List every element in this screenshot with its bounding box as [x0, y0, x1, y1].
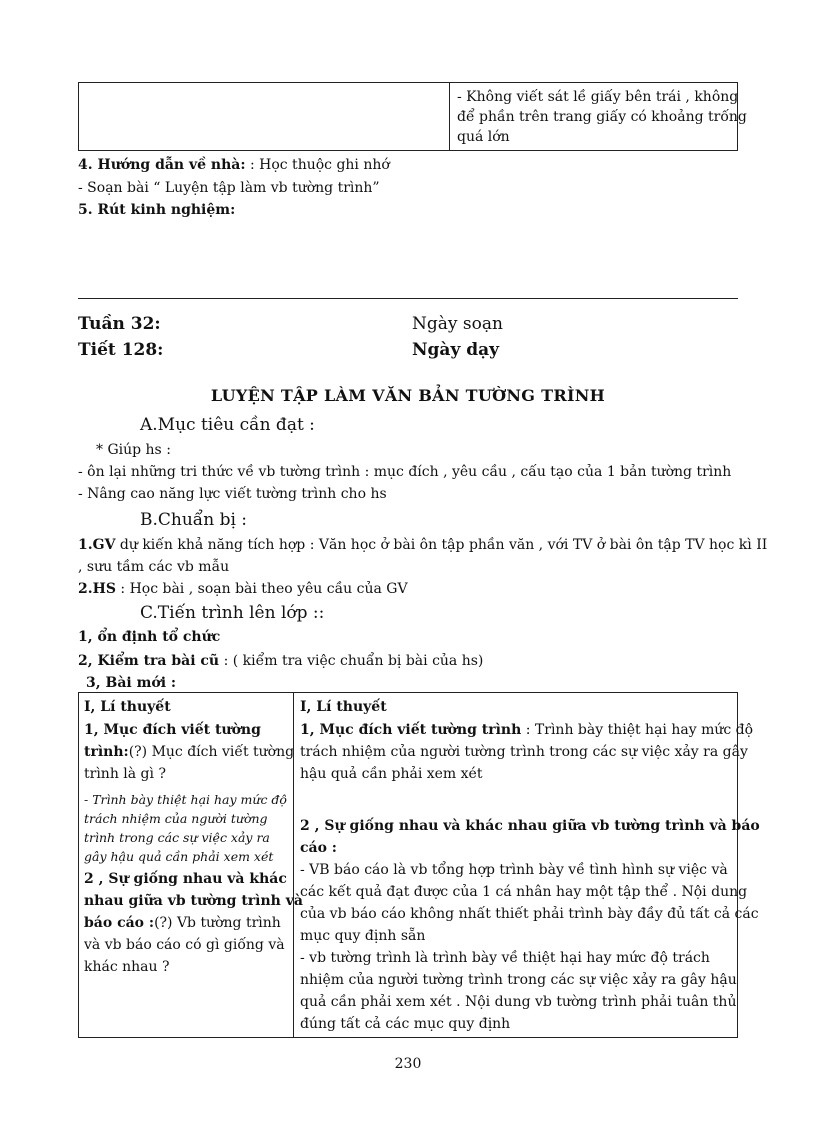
left-a1	[84, 790, 286, 866]
step-2-text: : ( kiểm tra việc chuẩn bị bài của hs)	[219, 653, 484, 669]
page-number: 230	[394, 1056, 422, 1072]
section-b-heading: B.Chuẩn bị :	[140, 510, 248, 530]
right-p1-bold: 1, Mục đích viết tường trình	[300, 722, 522, 738]
horizontal-rule	[78, 298, 738, 299]
cell-line: để phần trên trang giấy có khoảng trống	[457, 109, 747, 125]
gv-text: dự kiến khả năng tích hợp : Văn học ở bài ôn tập phần văn , với TV ở bài ôn tập TV học kì II	[115, 537, 768, 553]
left-a1-line: gây hậu quả cần phải xem xét	[84, 849, 274, 864]
experience-heading: 5. Rút kinh nghiệm:	[78, 202, 236, 218]
right-p2-line: các kết quả đạt được của 1 cá nhân hay một tập thể . Nội dung	[300, 884, 748, 900]
period-label: Tiết 128:	[78, 340, 164, 360]
homework-heading: 4. Hướng dẫn về nhà:	[78, 157, 246, 173]
left-q1-line: trình là gì ?	[84, 766, 166, 782]
left-q2-line: khác nhau ?	[84, 959, 170, 975]
right-heading: I, Lí thuyết	[300, 699, 387, 715]
left-column	[84, 697, 303, 977]
right-p2-line: của vb báo cáo không nhất thiết phải trình bày đầy đủ tất cả các	[300, 906, 759, 922]
section-a-heading: A.Mục tiêu cần đạt :	[140, 415, 315, 435]
gv-line-2: , sưu tầm các vb mẫu	[78, 559, 230, 575]
left-q2-bold: báo cáo :	[84, 915, 155, 931]
left-a1-line: - Trình bày thiệt hại hay mức độ	[84, 792, 287, 807]
step-3: 3, Bài mới :	[86, 675, 177, 691]
right-p2-line: - VB báo cáo là vb tổng hợp trình bày về tình hình sự việc và	[300, 862, 728, 878]
objective-item: - ôn lại những tri thức về vb tường trình : mục đích , yêu cầu , cấu tạo của 1 bản tường trình	[78, 464, 732, 480]
right-p2-line: mục quy định sẵn	[300, 928, 426, 944]
hs-label: 2.HS	[78, 581, 116, 597]
left-q1-line	[84, 742, 295, 762]
homework-line	[78, 155, 390, 175]
homework-line-2: - Soạn bài “ Luyện tập làm vb tường trình”	[78, 180, 380, 196]
left-q1-bold: trình:	[84, 744, 129, 760]
hs-line	[78, 579, 408, 599]
step-1: 1, ổn định tổ chức	[78, 629, 221, 645]
left-a1-line: trình trong các sự việc xảy ra	[84, 830, 270, 845]
homework-text: : Học thuộc ghi nhớ	[245, 157, 390, 173]
gv-line	[78, 535, 767, 555]
left-q2-line: 2 , Sự giống nhau và khác	[84, 871, 287, 887]
right-p1-line	[300, 720, 754, 740]
prep-date-label: Ngày soạn	[412, 314, 503, 334]
right-p2-line: - vb tường trình là trình bày về thiệt hại hay mức độ trách	[300, 950, 710, 966]
right-p1-line: trách nhiệm của người tường trình trong các sự việc xảy ra gây	[300, 744, 748, 760]
table-cell-right	[457, 87, 747, 147]
cell-line: - Không viết sát lề giấy bên trái , không	[457, 89, 739, 105]
left-q1-line: 1, Mục đích viết tường	[84, 722, 261, 738]
right-p2-line: quả cần phải xem xét . Nội dung vb tường trình phải tuân thủ	[300, 994, 737, 1010]
section-c-heading: C.Tiến trình lên lớp ::	[140, 603, 325, 623]
gv-label: 1.GV	[78, 537, 116, 553]
left-a1-line: trách nhiệm của người tường	[84, 811, 268, 826]
objective-item: - Nâng cao năng lực viết tường trình cho hs	[78, 486, 387, 502]
left-heading: I, Lí thuyết	[84, 699, 171, 715]
help-label: * Giúp hs :	[96, 442, 171, 458]
left-q2-line: và vb báo cáo có gì giống và	[84, 937, 285, 953]
left-q2-line	[84, 913, 286, 933]
continued-table	[78, 82, 747, 151]
hs-text: : Học bài , soạn bài theo yêu cầu của GV	[115, 581, 408, 597]
right-p1-text: : Trình bày thiệt hại hay mức độ	[521, 722, 754, 738]
left-q2-line: nhau giữa vb tường trình và	[84, 893, 303, 909]
cell-line: quá lớn	[457, 129, 510, 145]
table-divider	[449, 83, 450, 150]
right-p2-line: đúng tất cả các mục quy định	[300, 1016, 511, 1032]
lesson-title: LUYỆN TẬP LÀM VĂN BẢN TƯỜNG TRÌNH	[210, 386, 606, 405]
teach-date-label: Ngày dạy	[412, 340, 500, 360]
step-2	[78, 651, 483, 671]
right-p1-line: hậu quả cần phải xem xét	[300, 766, 483, 782]
right-column	[300, 697, 760, 1034]
right-p2-line: nhiệm của người tường trình trong các sự việc xảy ra gây hậu	[300, 972, 737, 988]
right-p2-heading: cáo :	[300, 840, 337, 856]
left-q2-text: (?) Vb tường trình	[154, 915, 281, 931]
step-2-label: 2, Kiểm tra bài cũ	[78, 653, 220, 669]
right-p2-heading: 2 , Sự giống nhau và khác nhau giữa vb tường trình và báo	[300, 818, 760, 834]
week-label: Tuần 32:	[78, 314, 161, 334]
left-q1-text: (?) Mục đích viết tường	[128, 744, 295, 760]
